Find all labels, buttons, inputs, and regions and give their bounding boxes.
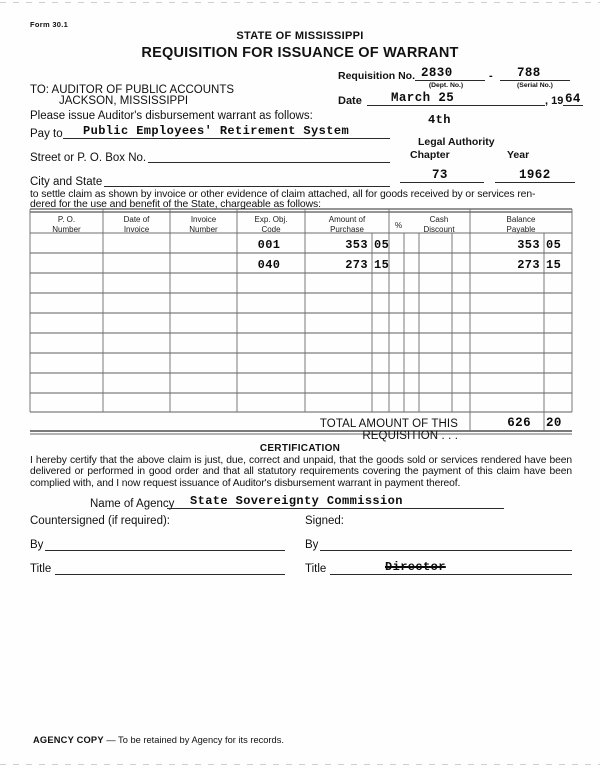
cell-exp-obj-code: 040 (257, 258, 281, 272)
col-header-cash-line1: Cash (429, 215, 449, 224)
col-header-date-line1: Date of (123, 215, 150, 224)
session-value[interactable]: 4th (428, 113, 451, 127)
col-header-po-number-line1: P. O. (57, 215, 76, 224)
street-label: Street or P. O. Box No. (30, 152, 147, 164)
agency-name-value[interactable]: State Sovereignty Commission (190, 494, 403, 508)
year-prefix-label: , 19 (545, 95, 564, 107)
year-value[interactable]: 64 (565, 92, 581, 106)
title-label-left: Title (30, 563, 52, 575)
settle-text-line-1: to settle claim as shown by invoice or other evidence of claim attached, all for goods received by or services ren- (30, 189, 536, 200)
table-row[interactable] (240, 238, 298, 252)
total-dollars: 626 (507, 416, 531, 430)
requisition-no-label: Requisition No. (338, 70, 415, 82)
chapter-value[interactable]: 73 (432, 168, 448, 182)
certification-body: I hereby certify that the above claim is just, due, correct and unpaid, that the goods sold or services rendered have been delivered or performed in good order and that all statutory requirements covering the payment of this claim have been complied with, and I now request issuance of Auditor's disbursement warrant in payment thereof. (30, 455, 572, 489)
title-label-right: Title (305, 563, 327, 575)
by-rule-right (320, 550, 572, 551)
col-header-balance-line2: Payable (506, 224, 536, 234)
col-header-exp-line1: Exp. Obj. (254, 215, 288, 224)
footer-note (33, 735, 284, 745)
total-cents: 20 (546, 416, 562, 430)
total-label: TOTAL AMOUNT OF THIS REQUISITION . . . (319, 418, 458, 442)
agency-name-rule (167, 508, 504, 509)
col-header-date-line2: Invoice (123, 224, 150, 234)
by-rule-left (45, 550, 285, 551)
col-header-balance-payable (470, 215, 572, 234)
pay-to-value[interactable]: Public Employees' Retirement System (83, 124, 350, 138)
title-rule-left (55, 574, 285, 575)
by-label-right: By (305, 539, 319, 551)
pay-to-label: Pay to (30, 128, 63, 140)
city-state-label: City and State (30, 176, 103, 188)
cell-amount-cents[interactable]: 15 (374, 258, 390, 272)
page-edge-bottom (0, 764, 600, 765)
title-value-right[interactable]: Director (385, 560, 446, 574)
date-label: Date (338, 95, 362, 107)
instruction-text: Please issue Auditor's disbursement warrant as follows: (30, 110, 313, 122)
addressee-line-1: TO: AUDITOR OF PUBLIC ACCOUNTS (30, 84, 235, 96)
legal-year-value[interactable]: 1962 (519, 168, 551, 182)
col-header-po-number-line2: Number (52, 224, 81, 234)
by-label-left: By (30, 539, 44, 551)
year-label: Year (507, 149, 530, 161)
cell-balance-dollars[interactable]: 273 (517, 258, 540, 272)
col-header-exp-obj-code (237, 215, 305, 234)
settle-text-line-2: dered for the use and benefit of the State, chargeable as follows: (30, 199, 321, 210)
col-header-invoice-line2: Number (189, 224, 218, 234)
cell-amount-dollars[interactable]: 353 (345, 238, 368, 252)
col-header-cash-discount (408, 215, 470, 234)
footer-rest: — To be retained by Agency for its records. (103, 735, 284, 745)
form-number: Form 30.1 (30, 20, 69, 29)
signed-label: Signed: (305, 515, 345, 527)
countersigned-label: Countersigned (if required): (30, 515, 170, 527)
cell-exp-obj-code: 001 (257, 238, 281, 252)
cell-balance-cents[interactable]: 15 (546, 258, 562, 272)
col-header-po-number (30, 215, 103, 234)
dept-no-caption: (Dept. No.) (428, 82, 464, 89)
footer-agency-copy: AGENCY COPY (33, 735, 104, 745)
col-header-amount-of-purchase (305, 215, 389, 234)
col-header-amount-line1: Amount of (328, 215, 366, 224)
col-header-invoice-number (170, 215, 237, 234)
cell-amount-dollars[interactable]: 273 (345, 258, 368, 272)
chapter-label: Chapter (410, 149, 450, 161)
col-header-balance-line1: Balance (506, 215, 536, 224)
col-header-cash-line2: Discount (423, 224, 455, 234)
date-value[interactable]: March 25 (391, 91, 455, 105)
addressee-line-2: JACKSON, MISSISSIPPI (59, 95, 189, 107)
requisition-dash: - (489, 70, 493, 82)
title-rule-right (330, 574, 572, 575)
legal-authority-title: Legal Authority (418, 136, 495, 148)
col-header-date-of-invoice (103, 215, 170, 234)
certification-title: CERTIFICATION (259, 443, 341, 454)
cell-amount-cents[interactable]: 05 (374, 238, 390, 252)
cell-balance-cents[interactable]: 05 (546, 238, 562, 252)
title-state: STATE OF MISSISSIPPI (236, 30, 364, 42)
page-title: REQUISITION FOR ISSUANCE OF WARRANT (141, 45, 459, 61)
serial-no-caption: (Serial No.) (517, 82, 553, 89)
requisition-serial-no[interactable]: 788 (517, 66, 541, 80)
col-header-invoice-line1: Invoice (190, 215, 217, 224)
col-header-amount-line2: Purchase (330, 224, 364, 234)
cell-balance-dollars[interactable]: 353 (517, 238, 540, 252)
requisition-dept-no[interactable]: 2830 (421, 66, 453, 80)
col-header-percent (389, 221, 408, 231)
table-row[interactable] (240, 258, 298, 272)
col-header-percent-label: % (394, 221, 403, 230)
agency-name-label: Name of Agency (90, 498, 175, 510)
col-header-exp-line2: Code (261, 224, 281, 234)
